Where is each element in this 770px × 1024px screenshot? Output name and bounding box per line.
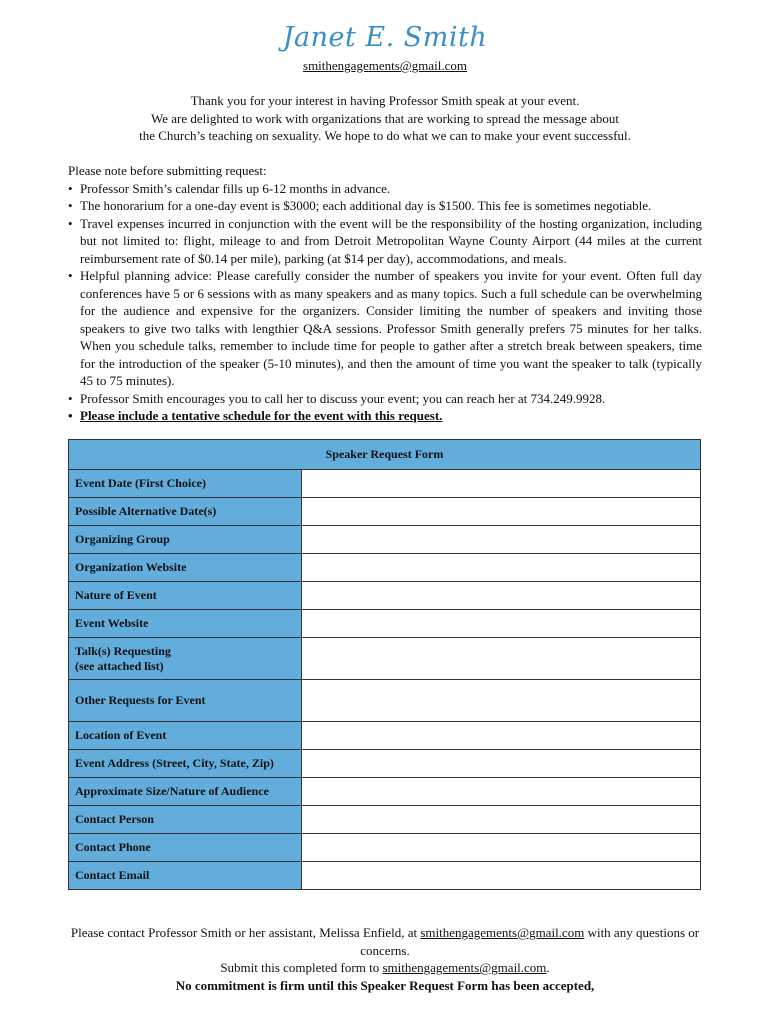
form-row [69, 722, 701, 750]
form-row [69, 778, 701, 806]
field-label: Event Date (First Choice) [69, 470, 302, 498]
note-item-schedule: • Please include a tentative schedule for the event with this request. [68, 407, 702, 425]
note-item: • The honorarium for a one-day event is $3000; each additional day is $1500. This fee is sometimes negotiable. [68, 197, 702, 215]
field-label: Location of Event [69, 722, 302, 750]
field-label: Nature of Event [69, 582, 302, 610]
footer [68, 924, 702, 994]
speaker-request-form [68, 439, 701, 890]
field-label: Event Website [69, 610, 302, 638]
talks-requesting-input[interactable] [302, 638, 701, 680]
intro-text [60, 92, 710, 145]
form-row [69, 610, 701, 638]
form-row [69, 806, 701, 834]
form-row [69, 834, 701, 862]
form-row [69, 862, 701, 890]
form-row [69, 680, 701, 722]
field-label-line: Talk(s) Requesting [75, 643, 171, 658]
contact-person-input[interactable] [302, 806, 701, 834]
contact-email-input[interactable] [302, 862, 701, 890]
form-row [69, 582, 701, 610]
intro-line: Thank you for your interest in having Professor Smith speak at your event. [190, 93, 580, 108]
notes-section [68, 162, 702, 425]
form-row [69, 554, 701, 582]
field-label: Other Requests for Event [69, 680, 302, 722]
form-row [69, 526, 701, 554]
intro-line: We are delighted to work with organizations that are working to spread the message about [150, 110, 620, 126]
footer-submit-pre: Submit this completed form to [220, 960, 383, 975]
field-label: Event Address (Street, City, State, Zip) [69, 750, 302, 778]
intro-line: the Church’s teaching on sexuality. We hope to do what we can to make your event successful. [139, 128, 631, 143]
header-email-link[interactable]: smithengagements@gmail.com [303, 58, 467, 73]
event-date-input[interactable] [302, 470, 701, 498]
note-item: • Helpful planning advice: Please carefully consider the number of speakers you invite for your event. Often full day conferences have 5 or 6 sessions with as many speakers and as many topics. Such a full schedule can be overwhelming for the audience and expensive for the organizers. Consider limiting the number of speakers and inviting those speakers to give two talks with lengthier Q&A sessions. Professor Smith generally prefers 75 minutes for her talks. When you schedule talks, remember to include time for people to gather after a stretch break between speakers, time for the introduction of the speaker (5-10 minutes), and then the amount of time you want the speaker to talk (typically 45 to 75 minutes). [68, 267, 702, 390]
notes-list [68, 180, 702, 425]
field-label: Contact Phone [69, 834, 302, 862]
footer-contact-post: with any questions or concerns. [360, 925, 700, 958]
footer-submit [68, 959, 702, 977]
alternative-dates-input[interactable] [302, 498, 701, 526]
footer-contact-pre: Please contact Professor Smith or her assistant, Melissa Enfield, at [70, 925, 421, 940]
event-website-input[interactable] [302, 610, 701, 638]
audience-size-input[interactable] [302, 778, 701, 806]
form-row [69, 470, 701, 498]
form-row [69, 750, 701, 778]
field-label: Organization Website [69, 554, 302, 582]
notes-heading: Please note before submitting request: [68, 163, 267, 178]
location-input[interactable] [302, 722, 701, 750]
field-label: Contact Person [69, 806, 302, 834]
note-item: • Professor Smith’s calendar fills up 6-12 months in advance. [68, 180, 702, 198]
header-name: Janet E. Smith [282, 22, 488, 53]
form-row [69, 498, 701, 526]
footer-submit-email-link[interactable]: smithengagements@gmail.com [382, 960, 547, 975]
field-label [69, 638, 302, 680]
other-requests-input[interactable] [302, 680, 701, 722]
nature-of-event-input[interactable] [302, 582, 701, 610]
field-label: Contact Email [69, 862, 302, 890]
organizing-group-input[interactable] [302, 526, 701, 554]
footer-commitment: No commitment is firm until this Speaker Request Form has been accepted, [175, 977, 595, 993]
contact-phone-input[interactable] [302, 834, 701, 862]
field-label: Organizing Group [69, 526, 302, 554]
note-item: • Professor Smith encourages you to call her to discuss your event; you can reach her at 734.249.9928. [68, 390, 702, 408]
organization-website-input[interactable] [302, 554, 701, 582]
event-address-input[interactable] [302, 750, 701, 778]
note-item: • Travel expenses incurred in conjunction with the event will be the responsibility of the hosting organization, including but not limited to: flight, mileage to and from Detroit Metropolitan Wayne County Airport (44 miles at the current reimbursement rate of $0.14 per mile), parking (at $14 per day), accommodations, and meals. [68, 215, 702, 268]
field-label: Approximate Size/Nature of Audience [69, 778, 302, 806]
footer-submit-post: . [546, 960, 550, 975]
footer-contact-email-link[interactable]: smithengagements@gmail.com [420, 925, 585, 940]
form-title: Speaker Request Form [69, 440, 701, 470]
field-label-line: (see attached list) [75, 658, 164, 673]
form-row [69, 638, 701, 680]
field-label: Possible Alternative Date(s) [69, 498, 302, 526]
footer-contact [68, 924, 702, 959]
